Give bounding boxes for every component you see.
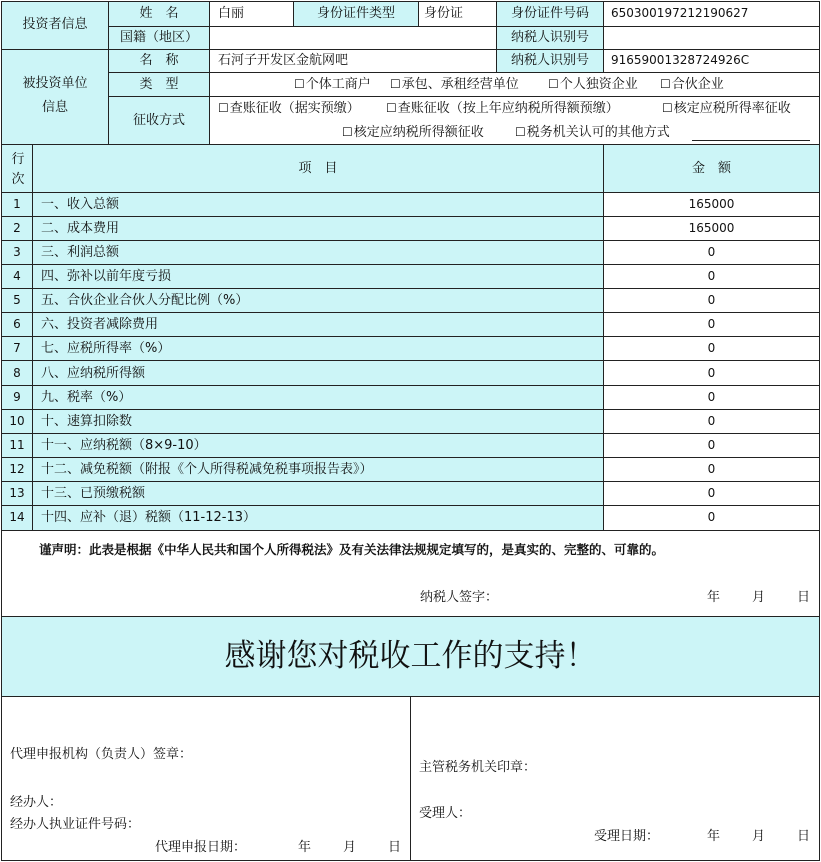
unit-taxpayer-id-label: 纳税人识别号 [510, 53, 589, 68]
row-item: 十二、减免税额（附报《个人所得税减免税事项报告表》） [41, 462, 373, 477]
type-option-partnership[interactable]: ☐ 合伙企业 [660, 78, 724, 91]
row-no: 5 [13, 293, 21, 307]
row-amount: 0 [707, 245, 716, 259]
nationality-value-bg [209, 26, 496, 49]
row-no: 6 [13, 317, 21, 331]
unit-section-label-1: 被投资单位 [22, 76, 88, 91]
row-amount: 0 [707, 390, 716, 404]
row-no: 12 [9, 462, 25, 476]
row-no: 4 [13, 269, 21, 283]
row-amount: 0 [707, 293, 716, 307]
col-item-header: 项 目 [298, 161, 338, 176]
unit-taxpayer-id-value: 91659001328724926C [611, 53, 750, 67]
taxpayer-id-value-bg [603, 26, 819, 49]
row-no: 10 [9, 414, 25, 428]
row-amount: 0 [707, 510, 716, 524]
row-amount: 0 [707, 438, 716, 452]
row-amount: 0 [707, 366, 716, 380]
agency-date-day: 日 [388, 840, 402, 855]
declaration-day: 日 [797, 590, 811, 605]
investor-section-label: 投资者信息 [22, 17, 88, 32]
row-amount: 0 [707, 486, 716, 500]
nationality-label: 国籍（地区） [119, 30, 198, 45]
col-amount-header: 金 额 [691, 161, 731, 176]
row-item: 一、收入总额 [41, 197, 120, 212]
collection-option-other[interactable]: ☐ 税务机关认可的其他方式 [515, 126, 670, 139]
col-line-header: 行次 [11, 152, 25, 187]
amount-column-bg [603, 192, 819, 530]
collection-option-fixed-income[interactable]: ☐ 核定应纳税所得额征收 [342, 126, 484, 139]
thanks-banner: 感谢您对税收工作的支持！ [224, 638, 597, 674]
row-no: 1 [13, 197, 21, 211]
row-item: 二、成本费用 [41, 221, 120, 236]
row-no: 11 [9, 438, 25, 452]
investor-name-value: 白丽 [218, 6, 245, 21]
receive-date-month: 月 [752, 829, 766, 844]
taxpayer-signature-label: 纳税人签字： [420, 590, 499, 605]
collection-method-label: 征收方式 [132, 113, 185, 128]
receive-date-label: 受理日期： [594, 829, 660, 844]
row-no: 8 [13, 366, 21, 380]
row-item: 十三、已预缴税额 [41, 486, 146, 501]
row-item: 八、应纳税所得额 [41, 366, 146, 381]
row-item: 十一、应纳税额（8×9-10） [41, 438, 207, 453]
type-option-contract[interactable]: ☐ 承包、承租经营单位 [390, 78, 519, 91]
row-amount: 0 [707, 462, 716, 476]
unit-name-label: 名 称 [139, 53, 179, 68]
row-item: 六、投资者减除费用 [41, 317, 159, 332]
collection-option-prior-year[interactable]: ☐ 查账征收（按上年应纳税所得额预缴） [386, 102, 619, 115]
id-type-label: 身份证件类型 [316, 6, 395, 21]
row-amount: 165000 [688, 197, 735, 211]
agency-seal-label: 代理申报机构（负责人）签章： [10, 747, 193, 762]
id-number-value: 650300197212190627 [611, 6, 749, 20]
collection-option-actual[interactable]: ☐ 查账征收（据实预缴） [218, 102, 360, 115]
handler-cert-label: 经办人执业证件号码： [10, 817, 141, 832]
investor-name-label: 姓 名 [139, 6, 179, 21]
handler-label: 经办人： [10, 795, 63, 810]
row-no: 7 [13, 341, 21, 355]
investor-taxpayer-id-label: 纳税人识别号 [510, 30, 589, 45]
declaration-statement: 谨声明：此表是根据《中华人民共和国个人所得税法》及有关法律法规规定填写的，是真实的、完整的、可靠的。 [39, 542, 665, 557]
row-amount: 0 [707, 269, 716, 283]
collection-option-rate[interactable]: ☐ 核定应税所得率征收 [662, 102, 791, 115]
row-no: 3 [13, 245, 21, 259]
row-amount: 0 [707, 341, 716, 355]
declaration-year: 年 [707, 590, 721, 605]
row-no: 14 [9, 510, 25, 524]
authority-seal-label: 主管税务机关印章： [419, 760, 537, 775]
row-item: 五、合伙企业合伙人分配比例（%） [41, 293, 249, 308]
receive-date-day: 日 [797, 829, 811, 844]
row-no: 13 [9, 486, 25, 500]
row-item: 三、利润总额 [41, 245, 120, 260]
agency-date-month: 月 [343, 840, 357, 855]
row-item: 九、税率（%） [41, 390, 132, 405]
row-item: 四、弥补以前年度亏损 [41, 269, 172, 284]
row-item: 十四、应补（退）税额（11-12-13） [41, 510, 257, 525]
row-item: 十、速算扣除数 [41, 414, 133, 429]
declaration-month: 月 [752, 590, 766, 605]
receive-date-year: 年 [707, 829, 721, 844]
type-option-individual[interactable]: ☐ 个体工商户 [294, 78, 371, 91]
id-number-label: 身份证件号码 [510, 6, 589, 21]
agency-date-year: 年 [298, 840, 312, 855]
row-item: 七、应税所得率（%） [41, 341, 171, 356]
id-type-value: 身份证 [424, 6, 464, 21]
row-no: 9 [13, 390, 21, 404]
type-option-sole-proprietor[interactable]: ☐ 个人独资企业 [548, 78, 638, 91]
row-no: 2 [13, 221, 21, 235]
row-amount: 165000 [688, 221, 735, 235]
agency-date-label: 代理申报日期： [155, 840, 247, 855]
row-amount: 0 [707, 414, 716, 428]
row-amount: 0 [707, 317, 716, 331]
unit-section-label-2: 信息 [41, 100, 68, 115]
unit-type-label: 类 型 [139, 77, 179, 92]
collection-other-blank[interactable] [692, 140, 810, 141]
receiver-label: 受理人： [419, 806, 472, 821]
unit-name-value: 石河子开发区金航网吧 [218, 53, 349, 68]
